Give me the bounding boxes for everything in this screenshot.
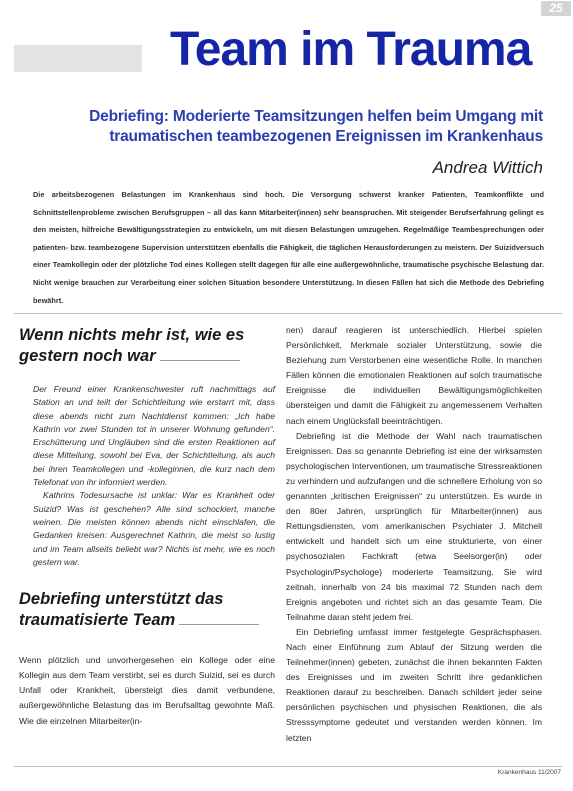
author-name: Andrea Wittich bbox=[432, 158, 543, 177]
section-heading-1 bbox=[19, 325, 275, 367]
page-number-badge: 25 bbox=[541, 1, 571, 16]
section-heading-2-text: Debriefing unterstützt das traumatisierte Team bbox=[19, 590, 224, 630]
body-paragraph: Ein Debriefing umfasst immer festgelegte Gesprächsphasen. Nach einer Einführung zum Ablauf der Sitzung werden die Teilnehmer(innen) gebeten, zunächst die ihnen bekannten Fakten des Ereignisses und im zweiten Schritt ihre gedanklichen Reaktionen darauf zu beschreiben. Danach schildert jeder seine persönlichen psychischen und physischen Reaktionen, die als Stresssymptome gedeutet und verstanden werden können. Im letzten bbox=[286, 626, 542, 743]
bottom-divider bbox=[14, 766, 562, 767]
intro-story bbox=[33, 383, 275, 569]
header-grey-tab bbox=[14, 45, 142, 72]
footer-issue: Krankenhaus 11/2007 bbox=[497, 769, 561, 776]
article-title: Team im Trauma bbox=[170, 23, 532, 76]
heading-rule bbox=[179, 624, 259, 625]
intro-paragraph: Kathrins Todesursache ist unklar: War es Krankheit oder Suizid? Was ist geschehen? Alle sind schockiert, manche weinen. Die meisten können abends nicht einschlafen, die Gedanken kreisen: Ausgerechnet Kathrin, die meist so lustig und im Team allseits beliebt war? Nichts ist mehr, wie es noch gestern war. bbox=[33, 490, 275, 567]
right-column-body bbox=[286, 323, 542, 746]
heading-rule bbox=[160, 360, 240, 361]
body-paragraph: nen) darauf reagieren ist unterschiedlich. Hierbei spielen Persönlichkeit, Merkmale sozialer Unterstützung, sowie die Beziehung zum Verstorbenen eine wesentliche Rolle. In manchen Fällen können die emotionalen Reaktionen auf solch traumatische Ereignisse die individuellen Bewältigungsmöglichkeiten übersteigen und damit die Fähigkeit zu angemessenem Verhalten nach einem Unglücksfall beeinträchtigen. bbox=[286, 325, 542, 426]
section-2-body bbox=[19, 653, 275, 728]
right-column bbox=[286, 323, 542, 746]
body-paragraph: Wenn plötzlich und unvorhergesehen ein Kollege oder eine Kollegin aus dem Team verstirbt, sei es durch Suizid, sei es durch Unfall oder Krankheit, übersteigt dies damit verbundene, außergewöhnliche Belastung das im Berufsalltag gewohnte Maß. Wie die einzelnen Mitarbeiter(in- bbox=[19, 655, 275, 726]
top-divider bbox=[14, 313, 562, 314]
article-subtitle: Debriefing: Moderierte Teamsitzungen helfen beim Umgang mit traumatischen teambezogenen Ereignissen im Krankenhaus bbox=[89, 108, 543, 145]
body-paragraph: Debriefing ist die Methode der Wahl nach traumatischen Ereignissen. Das so genannte Debriefing ist eine der wirksamsten psychologischen Interventionen, um traumatische Stressreaktionen zu verhindern und aufzufangen und die schnellere Erholung von so genannten „kritischen Ereignissen“ zu unterstützen. Es wurde in den 80er Jahren, ursprünglich für Mitarbeiter(innen) aus Rettungsdiensten, vom amerikanischen Psychiater J. Mitchell entwickelt und handelt sich um eine strukturierte, von einer psychosozialen Fachkraft (etwa Seelsorger(in) oder Psychologin/Psychologe) moderierte Teamsitzung. Sie wird zeitnah, innerhalb von 24 bis maximal 72 Stunden nach dem Ereignis angeboten und richtet sich an das gesamte Team. Die Teilnahme daran steht jedem frei. bbox=[286, 430, 542, 622]
left-column bbox=[19, 325, 275, 729]
section-heading-1-text: Wenn nichts mehr ist, wie es gestern noch war bbox=[19, 326, 245, 365]
section-heading-2 bbox=[19, 589, 275, 631]
intro-paragraph: Der Freund einer Krankenschwester ruft nachmittags auf Station an und teilt der Schichtleitung wie erstarrt mit, dass diese abends nicht zum Nachtdienst kommen: „Ich habe Kathrin vor zwei Stunden tot in unserer Wohnung gefunden“. Erschütterung und Ungläuben sind die ersten Reaktionen auf diese Mitteilung, sowohl bei Eva, der Schichtleitung, als auch bei ihren Teamkollegen und -kolleginnen, die kurz nach dem Telefonat von ihr informiert werden. bbox=[33, 384, 275, 488]
abstract: Die arbeitsbezogenen Belastungen im Krankenhaus sind hoch. Die Versorgung schwerst kranker Patienten, Teamkonflikte und Schnittstellenprobleme zwischen Berufsgruppen – all das kann Mitarbeiter(innen) sehr beanspruchen. Mit steigender Berufserfahrung gelingt es den meisten, hilfreiche Bewältigungsstrategien zu entwickeln, um mit diesen Belastungen umzugehen. Regelmäßige Teambesprechungen oder patienten- bzw. teambezogene Supervision unterstützen ebenfalls die Fähigkeit, die täglichen Herausforderungen zu meistern. Der Suizidversuch einer Teamkollegin oder der plötzliche Tod eines Kollegen stellt dagegen für alle eine außergewöhnliche, traumatische psychische Belastung dar. Nicht wenige brauchen zur Verarbeitung einer solchen Situation besondere Unterstützung. In diesen Fällen hat sich die Methode des Debriefing bewährt. bbox=[33, 190, 544, 305]
